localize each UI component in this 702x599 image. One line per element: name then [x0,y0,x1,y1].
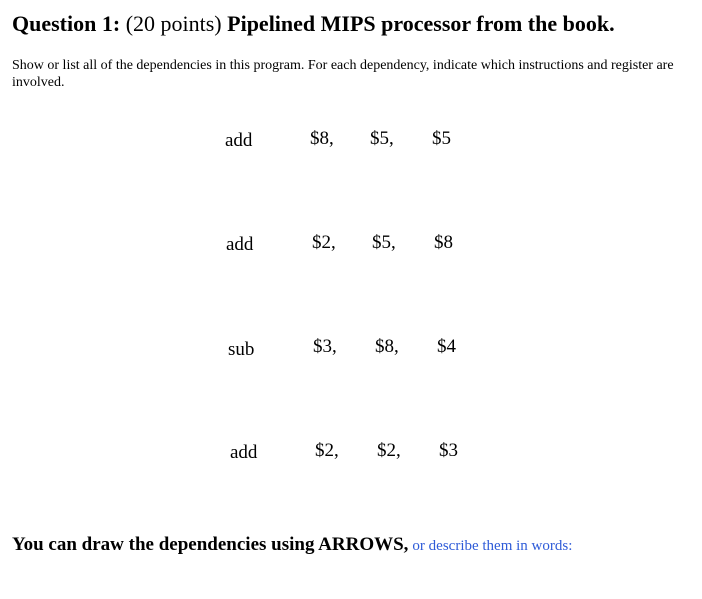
instruction-1-rd: $8, [310,128,334,149]
instructions-text: Show or list all of the dependencies in this program. For each dependency, indicate which instructions and register are involved. [12,58,674,90]
instruction-3-opcode: sub [228,339,255,360]
footer-blue-text: or describe them in words: [412,538,573,554]
instruction-3-rd: $3, [313,336,337,357]
footer-prompt [12,533,572,558]
instruction-4-rd: $2, [315,440,339,461]
instruction-3-rt: $4 [437,336,456,357]
instruction-1-opcode: add [225,130,253,151]
instruction-2-opcode: add [226,234,254,255]
instruction-4-rs: $2, [377,440,401,461]
instruction-3-rs: $8, [375,336,399,357]
instruction-1-rs: $5, [370,128,394,149]
question-label: Question 1: [12,11,121,36]
instruction-4-opcode: add [230,442,258,463]
footer-bold-text: You can draw the dependencies using ARROWS, [12,534,409,555]
instruction-2-rd: $2, [312,232,336,253]
instruction-2-rs: $5, [372,232,396,253]
question-title: Pipelined MIPS processor from the book. [227,11,615,36]
question-points: (20 points) [125,11,222,36]
instruction-2-rt: $8 [434,232,453,253]
instruction-1-rt: $5 [432,128,451,149]
instruction-4-rt: $3 [439,440,458,461]
